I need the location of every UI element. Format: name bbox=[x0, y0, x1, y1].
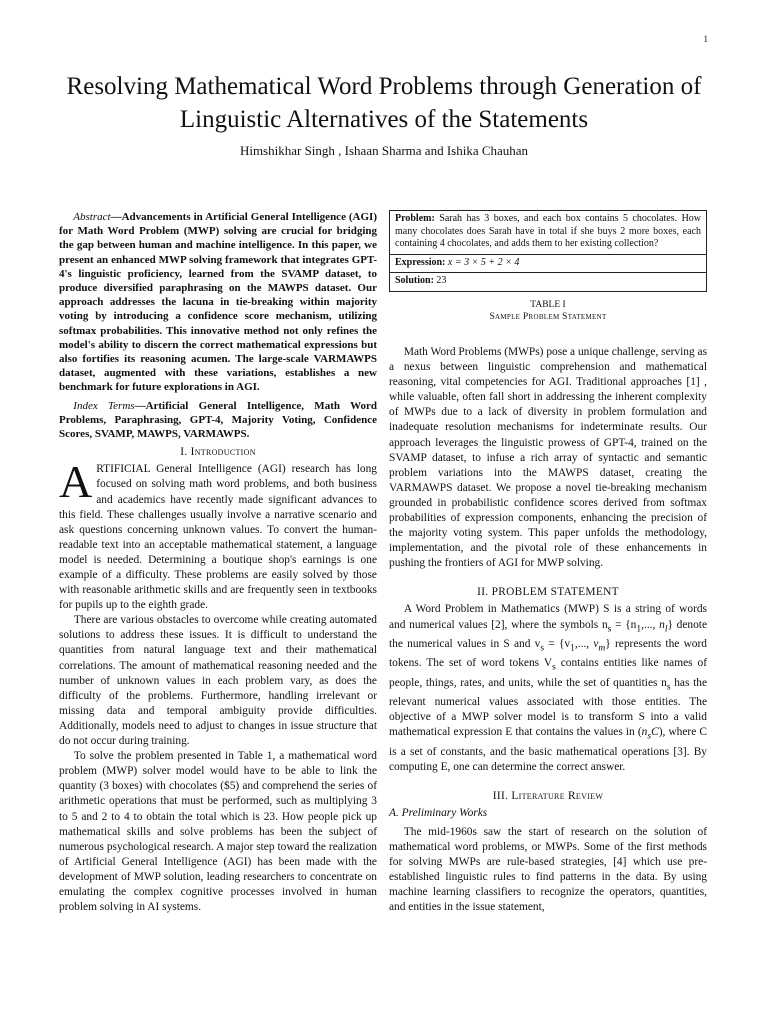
ps-sub-1: 1 bbox=[636, 623, 642, 634]
ps-text-5: = {v bbox=[544, 637, 571, 650]
introduction-paragraph-1-text: RTIFICIAL General Intelligence (AGI) research has long focused on solving math word problems, and both business and academics have recently made significant advances to this field. These challenges usually involve a narrative scenario and ask questions concerning unknown values. To convert the human-readable text into an acceptable mathematical statement, a language model is needed. Determining a boutique shop's earnings is one example of a difficulty. These problems are easily solved by those with reasonable arithmetic skills and are frequently seen in textbooks for pupils up to the eighth grade. bbox=[59, 463, 377, 612]
ps-text-3: ,..., bbox=[641, 618, 660, 631]
ps-sub-s-4: s bbox=[666, 681, 671, 692]
ps-text-9: has the relevant numerical values associated with those entities. The objective of a MWP solver model is to transform S into a valid mathematical expression E that contains the values in ( bbox=[389, 676, 708, 739]
left-column bbox=[59, 210, 377, 915]
table-caption-title: Sample Problem Statement bbox=[489, 311, 607, 322]
ps-text-1: A Word Problem in Mathematics (MWP) S is a string of words and numerical values [2], where the symbols n bbox=[389, 603, 707, 631]
table-problem-text: Sarah has 3 boxes, and each box contains 5 chocolates. How many chocolates does Sarah have in total if she buys 2 more boxes, each containing 4 chocolates, and adds them to her existing collection? bbox=[395, 213, 702, 250]
introduction-paragraph-1 bbox=[59, 456, 377, 613]
table-expression-text: x = 3 × 5 + 2 × 4 bbox=[447, 256, 520, 268]
ps-text-4: } denote the numerical values in S and v bbox=[389, 618, 707, 650]
table-caption-number: TABLE I bbox=[530, 299, 566, 310]
table-problem-label: Problem: bbox=[395, 213, 435, 224]
page-number: 1 bbox=[703, 34, 708, 44]
ps-text-6: ,..., bbox=[574, 637, 594, 650]
ps-sub-s-3: s bbox=[552, 662, 556, 673]
table-expression-row bbox=[390, 254, 706, 273]
abstract-label: Abstract bbox=[73, 211, 111, 223]
table-problem-row bbox=[390, 211, 706, 254]
ps-nsc-c: C bbox=[651, 726, 659, 739]
sample-problem-table bbox=[389, 210, 707, 292]
table-solution-row bbox=[390, 272, 706, 291]
drop-cap: A bbox=[59, 456, 93, 508]
index-terms-text: —Artificial General Intelligence, Math Word Problems, Paraphrasing, GPT-4, Majority Voting, Confidence Scores, SVAMP, MAWPS, VARMAWPS. bbox=[59, 399, 377, 441]
problem-statement-heading: II. PROBLEM STATEMENT bbox=[477, 586, 619, 599]
abstract-text: —Advancements in Artificial General Intelligence (AGI) for Math Word Problem (MWP) solving are crucial for bridging the gap between human and machine intelligence. In this paper, we present an enhanced MWP solving framework that integrates GPT-4's linguistic proficiency, learned from the SVAMP dataset, to produce diversified paraphrasing on the MAWPS dataset. Our approach addresses the lacuna in tie-breaking within majority voting by introducing a confidence score mechanism, utilizing softmax probabilities. This innovative method not only refines the model's ability to discern the correct mathematical expressions but also fortifies its reasoning acumen. The large-scale VARMAWPS dataset, augmented with these variations, establishes a new benchmark for future explorations in AGI. bbox=[59, 211, 377, 394]
ps-sub-s-1: s bbox=[607, 623, 612, 634]
preliminary-works-heading: A. Preliminary Works bbox=[389, 806, 488, 819]
table-solution-text: 23 bbox=[436, 275, 447, 287]
ps-n-l: n bbox=[659, 618, 665, 631]
index-terms-label: Index Terms bbox=[73, 399, 135, 412]
index-terms bbox=[59, 399, 377, 442]
ps-sub-l: l bbox=[664, 623, 668, 634]
introduction-paragraph-2: There are various obstacles to overcome while creating automated solutions to address these issues. It is difficult to understand the quantities from natural language text and their mathematical correlations. The amount of mathematical reasoning needed and the number of unknown values in each problem vary, as does the difficulty of the problems. Furthermore, handling irrelevant or missing data and temporal ambiguity provide difficulties. Additionally, models need to adjust to changes in issue structure that do not occur during training. bbox=[59, 614, 377, 748]
ps-text-8: contains entities like names of people, things, rates, and units, while the set of quantities n bbox=[389, 657, 707, 689]
problem-statement-paragraph bbox=[389, 602, 707, 774]
ps-nsc-n: n bbox=[641, 726, 648, 739]
ps-v-m: v bbox=[593, 637, 599, 650]
ps-sub-m: m bbox=[598, 643, 606, 654]
ps-sub-s-5: s bbox=[647, 731, 652, 742]
ps-text-7: } represents the word tokens. The set of word tokens V bbox=[389, 637, 707, 670]
literature-review-heading: III. Literature Review bbox=[492, 789, 604, 802]
table-expression-label: Expression: bbox=[395, 256, 446, 268]
right-introduction-paragraph: Math Word Problems (MWPs) pose a unique challenge, serving as a nexus between linguistic comprehension and mathematical reasoning, vital competencies for AGI. Traditional approaches [1] , while valuable, often fall short in addressing the inherent complexity of MWPs due to a lack of diversity in problem formulation and inadequate resolution mechanisms for indeterminate results. Our approach leverages the linguistic prowess of GPT-4, trained on the SVAMP dataset, to infuse a rich array of syntactic and semantic problem variations into the MAWPS dataset, creating the VARMAWPS dataset. We propose a novel tie-breaking mechanism grounded in probabilistic confidence scores derived from softmax probabilities of expression components, enhancing the precision of the majority voting system. This paper unfolds the methodology, implementation, and the pivotal role of these enhancements in pushing the frontiers of AGI for MWP solving. bbox=[389, 345, 708, 570]
table-solution-label: Solution: bbox=[395, 275, 434, 287]
introduction-paragraph-3: To solve the problem presented in Table 1, a mathematical word problem (MWP) solver model would have to be able to link the quantity (3 boxes) with chocolates ($5) and comprehend the series of arithmetic operations that must be performed, such as multiplying 3 to 5 and 2 to 4 to obtain the total which is 23. How people pick up mathematical skills and solve problems has been the subject of numerous psychological research. A major step toward the realization of Artificial General Intelligence (AGI) has been made with the development of MWP solution, leading researchers to concentrate on emulating the complex cognitive processes involved in human problem solving in AI systems. bbox=[59, 750, 377, 914]
ps-sub-s-2: s bbox=[540, 643, 545, 654]
paper-title: Resolving Mathematical Word Problems through Generation of Linguistic Alternatives of the Statements bbox=[66, 73, 702, 133]
introduction-heading: I. Introduction bbox=[180, 446, 256, 459]
table-caption bbox=[389, 299, 707, 323]
ps-text-2: = {n bbox=[611, 618, 637, 631]
ps-sub-1-b: 1 bbox=[570, 643, 575, 654]
paper-authors: Himshikhar Singh , Ishaan Sharma and Ishika Chauhan bbox=[239, 143, 529, 158]
literature-review-paragraph: The mid-1960s saw the start of research on the solution of mathematical word problems, or MWPs. Some of the first methods for solving MWPs are rule-based strategies, [4] which use pre-established linguistic rules to find patterns in the data. By using machine learning classifiers to recognize the operators, quantities, and entities in the issue statement, bbox=[389, 826, 707, 914]
ps-text-10: ), where C is a set of constants, and the basic mathematical operations [3]. By computing E, one can determine the correct answer. bbox=[389, 726, 707, 773]
abstract bbox=[59, 210, 377, 395]
right-column bbox=[389, 210, 707, 916]
